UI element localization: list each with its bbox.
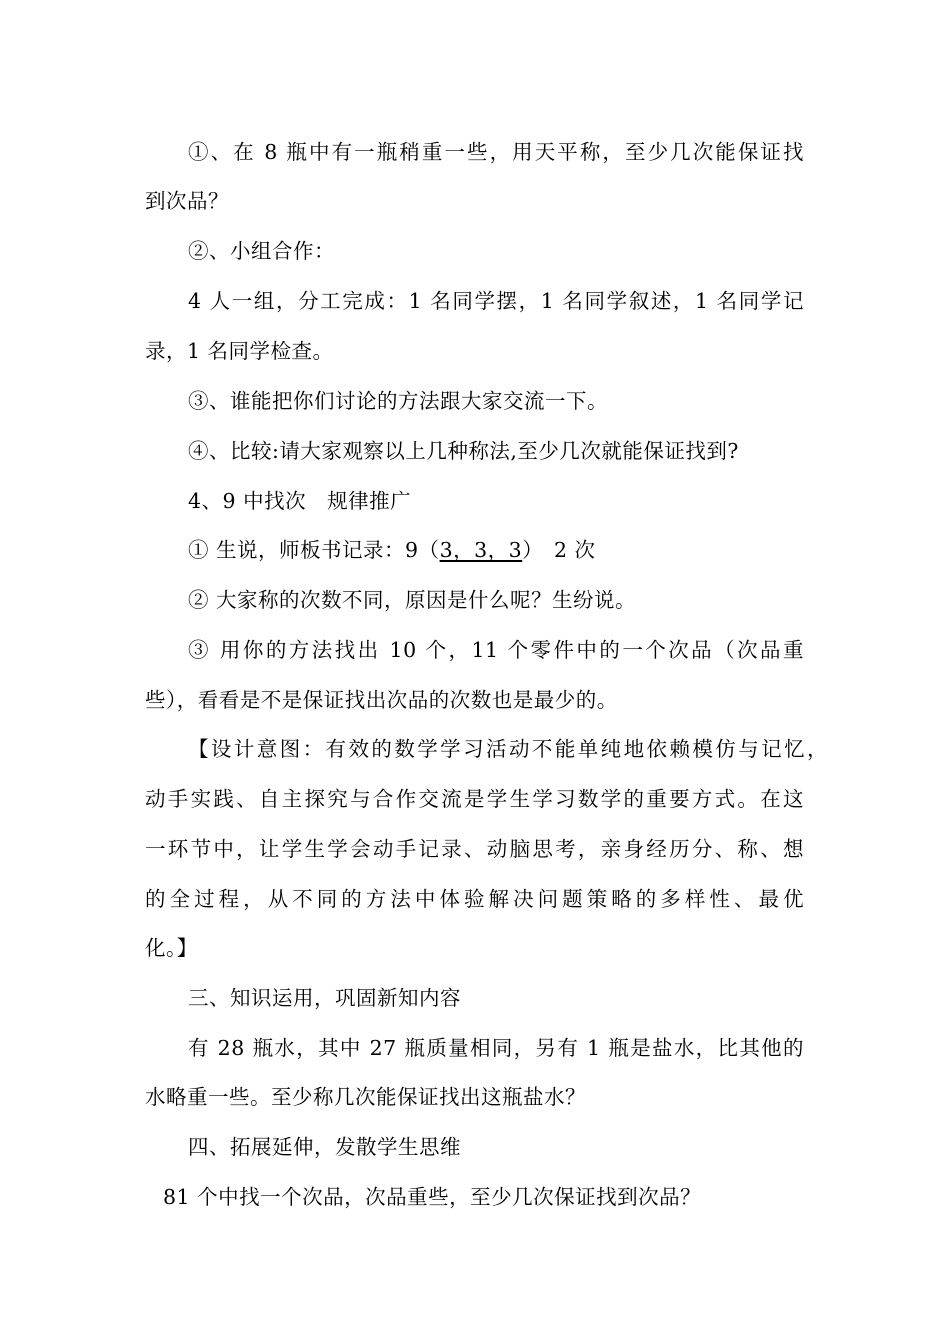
step-1-question-line-1: ①、在 8 瓶中有一瓶稍重一些，用天平称，至少几次能保证找 — [188, 140, 804, 164]
design-intent-line-5: 化。】 — [145, 936, 198, 960]
design-intent-line-1: 【设计意图：有效的数学学习活动不能单纯地依赖模仿与记忆， — [188, 737, 828, 761]
application-problem-line-2: 水略重一些。至少称几次能保证找出这瓶盐水？ — [145, 1085, 586, 1109]
section-3-heading: 三、知识运用，巩固新知内容 — [188, 986, 461, 1010]
group-task-line-1: 4 人一组，分工完成：1 名同学摆，1 名同学叙述，1 名同学记 — [188, 289, 804, 313]
design-intent-line-4: 的全过程，从不同的方法中体验解决问题策略的多样性、最优 — [145, 887, 804, 911]
discussion-line: ② 大家称的次数不同，原因是什么呢？生纷说。 — [188, 588, 637, 612]
design-intent-line-3: 一环节中，让学生学会动手记录、动脑思考，亲身经历分、称、想 — [145, 837, 804, 861]
step-4-line: ④、比较:请大家观察以上几种称法,至少几次就能保证找到? — [188, 439, 739, 463]
record-suffix: ） 2 次 — [522, 538, 596, 562]
section-4-heading: 4、9 中找次 规律推广 — [188, 489, 412, 513]
exercise-line-1: ③ 用你的方法找出 10 个，11 个零件中的一个次品（次品重 — [188, 638, 804, 662]
step-1-question-line-2: 到次品？ — [145, 189, 229, 213]
section-4-extension-heading: 四、拓展延伸，发散学生思维 — [188, 1135, 461, 1159]
record-prefix: ① 生说，师板书记录：9（ — [188, 538, 440, 562]
record-underlined-groups: 3，3，3 — [439, 538, 523, 562]
application-problem-line-1: 有 28 瓶水，其中 27 瓶质量相同，另有 1 瓶是盐水，比其他的 — [188, 1036, 804, 1060]
step-3-line: ③、谁能把你们讨论的方法跟大家交流一下。 — [188, 389, 608, 413]
extension-problem-line: 81 个中找一个次品，次品重些，至少几次保证找到次品？ — [163, 1185, 702, 1209]
exercise-line-2: 些），看看是不是保证找出次品的次数也是最少的。 — [145, 688, 618, 712]
step-2-heading: ②、小组合作： — [188, 239, 335, 263]
design-intent-line-2: 动手实践、自主探究与合作交流是学生学习数学的重要方式。在这 — [145, 787, 804, 811]
group-task-line-2: 录，1 名同学检查。 — [145, 339, 334, 363]
record-line — [188, 535, 596, 565]
